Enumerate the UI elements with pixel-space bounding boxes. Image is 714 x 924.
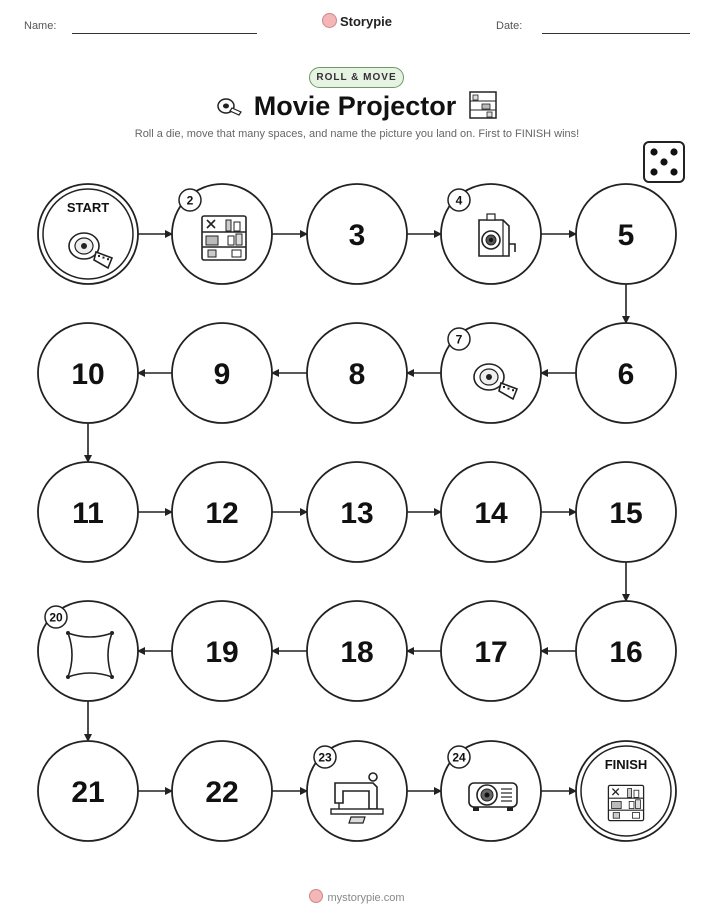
space-number: 2 (186, 193, 194, 208)
die-icon (644, 142, 684, 182)
space-number: 23 (318, 750, 332, 765)
space-number: 7 (455, 332, 463, 347)
board-space-3 (307, 184, 407, 284)
board-space-17 (441, 601, 541, 701)
space-number: 5 (617, 219, 635, 252)
board-space-19 (172, 601, 272, 701)
board-space-18 (307, 601, 407, 701)
board-space-start (38, 184, 138, 284)
board-space-13 (307, 462, 407, 562)
instructions: Roll a die, move that many spaces, and name the picture you land on. First to FINISH wins! (134, 128, 580, 140)
board-space-finish (576, 741, 676, 841)
space-number: 21 (71, 776, 105, 809)
board-space-9 (172, 323, 272, 423)
space-number: 18 (340, 636, 374, 669)
space-number: 19 (205, 636, 239, 669)
footer (0, 889, 714, 904)
space-label: FINISH (604, 757, 648, 772)
space-number: 9 (213, 358, 231, 391)
space-number: 8 (348, 358, 366, 391)
tool-shelf-icon (608, 785, 643, 820)
space-label: START (66, 200, 110, 215)
board-space-4 (441, 184, 541, 284)
board-space-21 (38, 741, 138, 841)
space-number: 22 (205, 776, 239, 809)
space-number: 10 (71, 358, 105, 391)
space-number: 16 (609, 636, 643, 669)
board-space-24 (441, 741, 541, 841)
screen-cloth-icon (66, 631, 114, 679)
board-space-22 (172, 741, 272, 841)
space-number: 11 (72, 497, 104, 530)
board-space-2 (172, 184, 272, 284)
projector-icon (469, 783, 517, 811)
board-space-7 (441, 323, 541, 423)
space-number: 15 (609, 497, 643, 530)
space-number: 20 (49, 610, 63, 625)
space-number: 17 (474, 636, 508, 669)
space-number: 4 (455, 193, 463, 208)
board-space-8 (307, 323, 407, 423)
board-space-15 (576, 462, 676, 562)
board-space-16 (576, 601, 676, 701)
footer-url: mystorypie.com (327, 892, 405, 904)
board-space-23 (307, 741, 407, 841)
space-number: 3 (348, 219, 366, 252)
game-type-badge: ROLL & MOVE (309, 67, 404, 88)
space-number: 12 (205, 497, 239, 530)
board-space-11 (38, 462, 138, 562)
space-number: 6 (617, 358, 635, 391)
board-space-10 (38, 323, 138, 423)
date-label: Date: (496, 20, 523, 32)
tool-shelf-icon (202, 216, 246, 260)
board-space-12 (172, 462, 272, 562)
pig-icon (309, 889, 323, 903)
board-space-20 (38, 601, 138, 701)
space-number: 13 (340, 497, 374, 530)
board-space-6 (576, 323, 676, 423)
title-text: Movie Projector (253, 91, 457, 121)
brand-name: Storypie (339, 14, 392, 29)
name-label: Name: (24, 20, 57, 32)
board-space-14 (441, 462, 541, 562)
space-number: 14 (474, 497, 508, 530)
space-number: 24 (452, 750, 466, 765)
board-space-5 (576, 184, 676, 284)
